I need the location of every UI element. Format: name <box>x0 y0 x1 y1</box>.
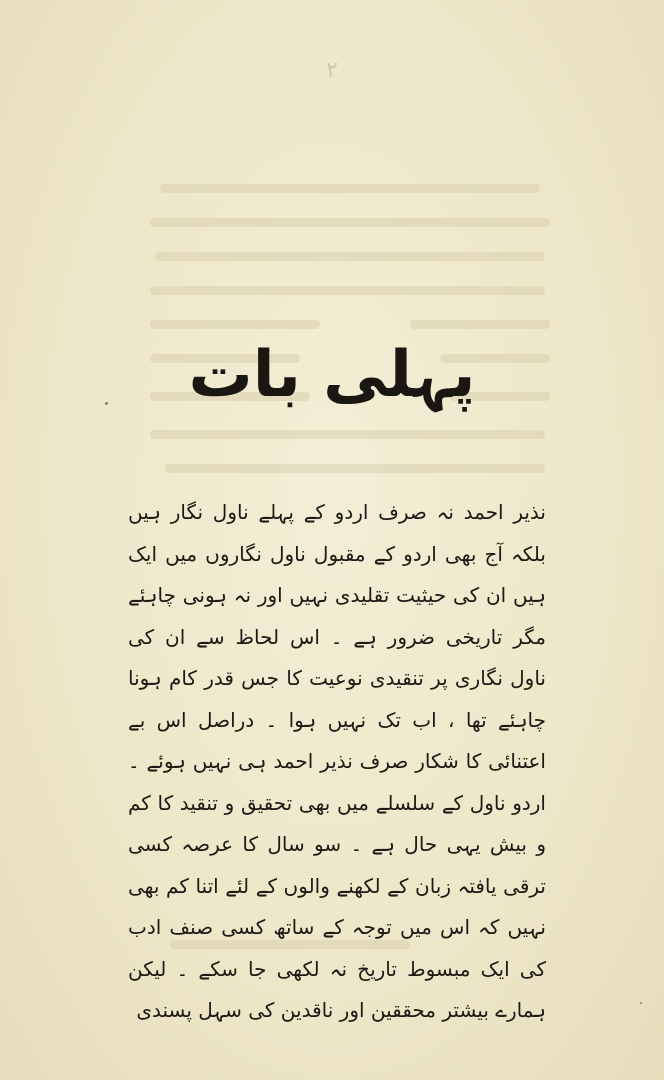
show-through-line <box>150 430 545 439</box>
body-paragraph: نذیر احمد نہ صرف اردو کے پہلے ناول نگار ہیں بلکہ آج بھی اردو کے مقبول ناول نگاروں میں ایک ہیں ان کی حیثیت تقلیدی نہیں اور نہ ہونی چاہئے مگر تاریخی ضرور ہے ۔ اس لحاظ سے ان کی ناول نگاری پر تنقیدی نوعیت کا جس قدر کام ہونا چاہئے تھا ، اب تک نہیں ہوا ۔ دراصل اس بے اعتنائی کا شکار صرف نذیر احمد ہی نہیں ہوئے ۔ اردو ناول کے سلسلے میں بھی تحقیق و تنقید کا کم و بیش یہی حال ہے ۔ سو سال کا عرصہ کسی ترقی یافتہ زبان کے لکھنے والوں کے لئے اتنا کم بھی نہیں کہ اس میں توجہ کے ساتھ کسی صنف ادب کی ایک مبسوط تاریخ نہ لکھی جا سکے ۔ لیکن ہمارے بیشتر محققین اور ناقدین کی سہل پسندی <box>128 500 546 1022</box>
show-through-line <box>150 218 550 227</box>
chapter-title: پہلی بات <box>188 338 476 412</box>
show-through-line <box>150 320 320 329</box>
show-through-line <box>410 320 550 329</box>
ink-speck <box>105 402 108 405</box>
show-through-line <box>160 184 540 193</box>
ink-speck <box>640 1002 642 1004</box>
show-through-line <box>150 286 545 295</box>
show-through-line <box>165 464 545 473</box>
show-through-line <box>155 252 545 261</box>
page-number: ۲ <box>326 58 338 83</box>
